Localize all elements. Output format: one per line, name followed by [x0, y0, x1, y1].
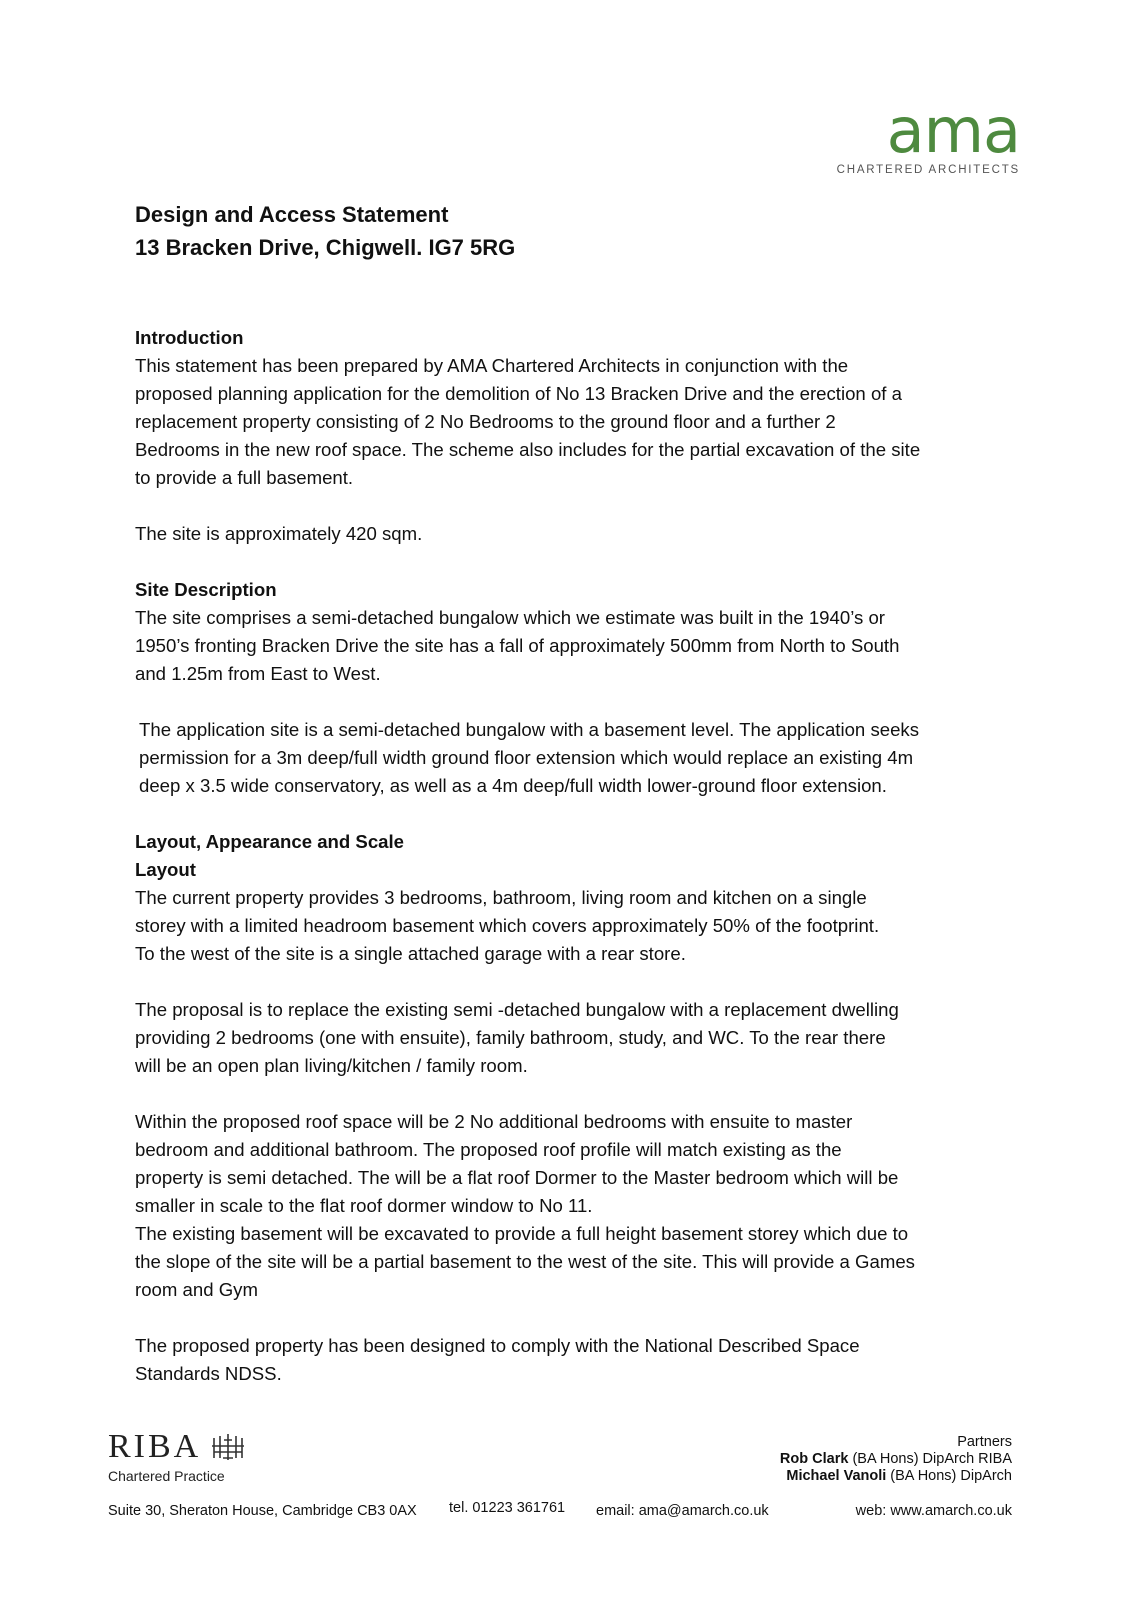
paragraph-layout-3: Within the proposed roof space will be 2 No additional bedrooms with ensuite to master bedroom and additional bathroom. The proposed roof profile will match existing as the property is semi detached. The will be a flat roof Dormer to the Master bedroom which will be smaller in scale to the flat roof dormer window to No 11.: [135, 1111, 899, 1216]
paragraph-layout-4: The existing basement will be excavated to provide a full height basement storey which due to the slope of the site will be a partial basement to the west of the site. This will provide a Games room and Gym: [135, 1223, 915, 1300]
riba-wordmark: RIBA: [108, 1428, 202, 1465]
footer-web[interactable]: web: www.amarch.co.uk: [855, 1503, 1012, 1519]
riba-crest-icon: [210, 1432, 246, 1462]
heading-introduction: Introduction: [135, 327, 244, 348]
partner-2-name: Michael Vanoli: [786, 1468, 887, 1484]
logo-subtitle: CHARTERED ARCHITECTS: [836, 164, 1020, 176]
riba-subtitle: Chartered Practice: [108, 1468, 225, 1484]
logo-wordmark: ama: [886, 94, 1020, 167]
paragraph-site-2: The application site is a semi-detached bungalow with a basement level. The application seeks permission for a 3m deep/full width ground floor extension which would replace an existing 4m deep x 3.5 wide conservatory, as well as a 4m deep/full width lower-ground floor extension.: [139, 719, 920, 796]
subheading-layout: Layout: [135, 859, 196, 880]
partner-1-quals: (BA Hons) DipArch RIBA: [848, 1451, 1012, 1467]
paragraph-intro-2: The site is approximately 420 sqm.: [135, 523, 423, 544]
ama-logo: [820, 94, 1020, 176]
heading-layout-appearance-scale: Layout, Appearance and Scale: [135, 831, 405, 852]
partners-label: Partners: [957, 1434, 1012, 1450]
partner-2-quals: (BA Hons) DipArch: [886, 1468, 1012, 1484]
partners-block: [780, 1434, 1012, 1485]
document-title: Design and Access Statement: [135, 202, 449, 227]
footer-email[interactable]: email: ama@amarch.co.uk: [596, 1503, 769, 1519]
document-address: 13 Bracken Drive, Chigwell. IG7 5RG: [135, 235, 516, 260]
paragraph-site-1: The site comprises a semi-detached bungalow which we estimate was built in the 1940’s or 1950’s fronting Bracken Drive the site has a fall of approximately 500mm from North to South and 1.25m from East to West.: [135, 607, 900, 684]
partner-1-name: Rob Clark: [779, 1451, 849, 1467]
paragraph-layout-5: The proposed property has been designed to comply with the National Described Space Standards NDSS.: [135, 1335, 860, 1384]
document-body: [135, 324, 1035, 1416]
riba-logo: [108, 1428, 246, 1484]
partner-2: [780, 1468, 1012, 1485]
paragraph-layout-2: The proposal is to replace the existing semi -detached bungalow with a replacement dwelling providing 2 bedrooms (one with ensuite), family bathroom, study, and WC. To the rear there will be an open plan living/kitchen / family room.: [135, 999, 899, 1076]
footer-address: Suite 30, Sheraton House, Cambridge CB3 0AX: [108, 1503, 417, 1519]
paragraph-intro-1: This statement has been prepared by AMA Chartered Architects in conjunction with the proposed planning application for the demolition of No 13 Bracken Drive and the erection of a replacement property consisting of 2 No Bedrooms to the ground floor and a further 2 Bedrooms in the new roof space. The scheme also includes for the partial excavation of the site to provide a full basement.: [135, 355, 921, 488]
footer-tel: tel. 01223 361761: [449, 1500, 566, 1516]
partner-1: [780, 1451, 1012, 1468]
paragraph-layout-1: The current property provides 3 bedrooms, bathroom, living room and kitchen on a single storey with a limited headroom basement which covers approximately 50% of the footprint. To the west of the site is a single attached garage with a rear store.: [135, 887, 880, 964]
document-title-block: [135, 198, 515, 264]
heading-site-description: Site Description: [135, 579, 277, 600]
